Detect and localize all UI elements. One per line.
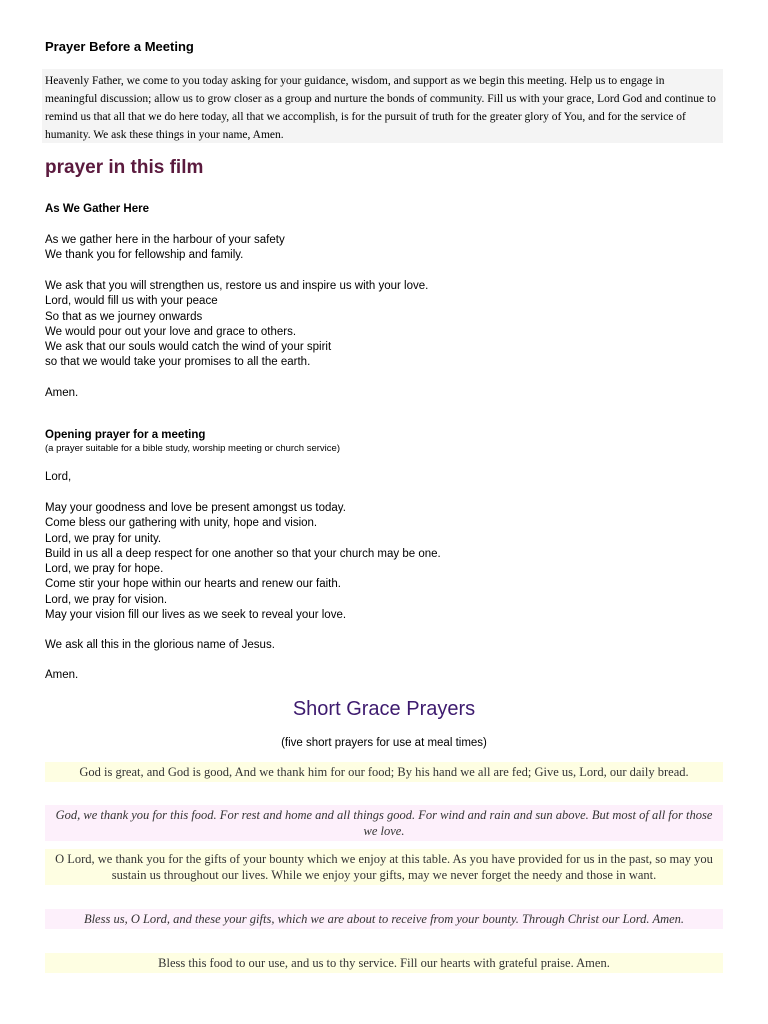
opening-line: Come stir your hope within our hearts and renew our faith. [45, 578, 341, 591]
salutation-text: Lord, [45, 471, 72, 483]
opening-line: May your vision fill our lives as we seek to reveal your love. [45, 609, 347, 622]
opening-line: Build in us all a deep respect for one another so that your church may be one. [45, 547, 441, 560]
meeting-prayer-title: Prayer Before a Meeting [45, 39, 194, 54]
gather-line: so that we would take your promises to all the earth. [45, 356, 311, 369]
gather-prayer [45, 202, 149, 217]
gather-line: We thank you for fellowship and family. [45, 249, 244, 262]
opening-line: Lord, we pray for unity. [45, 532, 162, 545]
grace-prayer-4: Bless us, O Lord, and these your gifts, which we are about to receive from your bounty. Through Christ our Lord. Amen. [45, 909, 723, 929]
gather-line: We ask that you will strengthen us, restore us and inspire us with your love. [45, 280, 429, 292]
grace-prayer-3: O Lord, we thank you for the gifts of your bounty which we enjoy at this table. As you have provided for us in the past, so may you sustain us throughout our lives. While we enjoy your gifts, may we never forget the needy and those in want. [45, 849, 723, 885]
grace-prayer-2: God, we thank you for this food. For rest and home and all things good. For wind and rain and sun above. But most of all for those we love. [45, 805, 723, 841]
grace-prayer-5: Bless this food to our use, and us to thy service. Fill our hearts with grateful praise. Amen. [45, 953, 723, 973]
grace-prayers-heading: Short Grace Prayers [292, 698, 476, 720]
opening-prayer-body [45, 501, 441, 623]
opening-prayer-subtitle: (a prayer suitable for a bible study, worship meeting or church service) [45, 443, 340, 455]
gather-stanza-1 [45, 233, 285, 264]
amen-text: Amen. [45, 387, 79, 399]
opening-prayer-header [45, 428, 340, 455]
opening-line: Lord, we pray for hope. [45, 563, 164, 576]
gather-stanza-2 [45, 279, 428, 371]
gather-line: As we gather here in the harbour of your safety [45, 234, 285, 246]
opening-closing [45, 638, 275, 653]
gather-line: We ask that our souls would catch the wind of your spirit [45, 341, 332, 354]
grace-prayer-1: God is great, and God is good, And we thank him for our food; By his hand we all are fed; Give us, Lord, our daily bread. [45, 762, 723, 782]
opening-salutation [45, 470, 71, 485]
gather-line: We would pour out your love and grace to others. [45, 325, 297, 338]
opening-amen [45, 668, 78, 683]
opening-line: Lord, we pray for vision. [45, 593, 168, 606]
opening-line: May your goodness and love be present amongst us today. [45, 502, 346, 514]
opening-prayer-title: Opening prayer for a meeting [45, 429, 206, 441]
gather-line: Lord, would fill us with your peace [45, 295, 218, 308]
gather-line: So that as we journey onwards [45, 310, 203, 323]
film-prayer-heading: prayer in this film [45, 157, 204, 178]
grace-prayers-subtitle: (five short prayers for use at meal times) [281, 737, 487, 749]
closing-text: We ask all this in the glorious name of Jesus. [45, 639, 275, 651]
opening-line: Come bless our gathering with unity, hope and vision. [45, 517, 318, 530]
amen-text: Amen. [45, 669, 79, 681]
gather-prayer-title: As We Gather Here [45, 203, 149, 215]
meeting-prayer-text: Heavenly Father, we come to you today asking for your guidance, wisdom, and support as we begin this meeting. Help us to engage in meaningful discussion; allow us to grow closer as a group and nurture the bonds of community. Fill us with your grace, Lord God and continue to remind us that all that we do here today, all that we accomplish, is for the pursuit of truth for the greater glory of You, and for the service of humanity. We ask these things in your name, Amen. [45, 75, 716, 141]
gather-amen [45, 386, 78, 401]
